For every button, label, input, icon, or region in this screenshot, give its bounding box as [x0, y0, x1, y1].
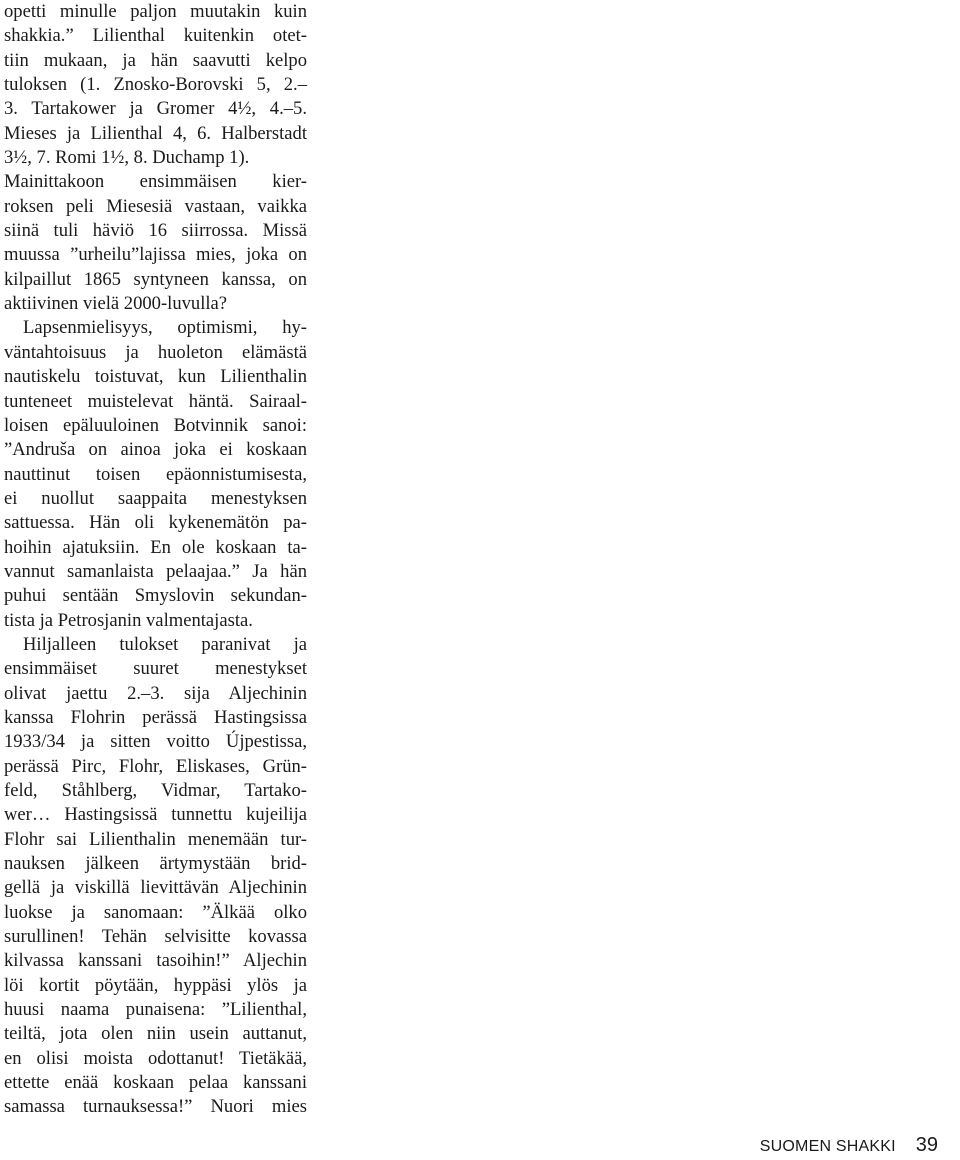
text-line: wer… Hastingsissä tunnettu kujeilija	[4, 804, 307, 826]
text-line: tuloksen (1. Znosko-Borovski 5, 2.–	[4, 74, 307, 96]
text-line: hoihin ajatuksiin. En ole koskaan ta-	[4, 536, 307, 558]
magazine-title: SUOMEN SHAKKI	[759, 1138, 896, 1155]
text-line: sattuessa. Hän oli kykenemätön pa-	[4, 512, 307, 534]
text-line: kilpaillut 1865 syntyneen kanssa, on	[4, 268, 307, 290]
text-line: siinä tuli häviö 16 siirrossa. Missä	[4, 220, 307, 242]
text-line: tiin mukaan, ja hän saavutti kelpo	[4, 49, 307, 71]
page-footer	[760, 1134, 938, 1157]
text-line: roksen peli Miesesiä vastaan, vaikka	[4, 195, 307, 217]
text-line: ensimmäiset suuret menestykset	[4, 658, 307, 680]
text-line: aktiivinen vielä 2000-luvulla?	[4, 293, 228, 315]
text-line: gellä ja viskillä lievittävän Aljechinin	[4, 877, 307, 899]
text-line: huusi naama punaisena: ”Lilienthal,	[4, 999, 307, 1021]
text-line: feld, Ståhlberg, Vidmar, Tartako-	[4, 780, 307, 801]
text-line: nauttinut toisen epäonnistumisesta,	[4, 463, 307, 485]
text-line: Flohr sai Lilienthalin menemään tur-	[4, 828, 307, 850]
text-line: Mieses ja Lilienthal 4, 6. Halberstadt	[4, 122, 307, 144]
text-line: ei nuollut saappaita menestyksen	[4, 487, 307, 509]
text-line: löi kortit pöytään, hyppäsi ylös ja	[4, 974, 307, 996]
text-line: Lapsenmielisyys, optimismi, hy-	[23, 317, 307, 339]
page-number: 39	[915, 1134, 938, 1156]
text-line: opetti minulle paljon muutakin kuin	[4, 1, 307, 22]
article-column	[4, 0, 307, 1120]
text-line: Hiljalleen tulokset paranivat ja	[23, 633, 307, 655]
text-line: 1933/34 ja sitten voitto Újpestissa,	[4, 731, 307, 753]
text-line: Mainittakoon ensimmäisen kier-	[4, 171, 307, 193]
text-line: vannut samanlaista pelaajaa.” Ja hän	[4, 560, 307, 582]
text-line: surullinen! Tehän selvisitte kovassa	[4, 926, 307, 948]
text-line: tunteneet muistelevat häntä. Sairaal-	[4, 390, 307, 412]
text-line: nautiskelu toistuvat, kun Lilienthalin	[4, 366, 307, 388]
text-line: tista ja Petrosjanin valmentajasta.	[4, 609, 253, 631]
text-line: luokse ja sanomaan: ”Älkää olko	[4, 901, 307, 923]
text-line: väntahtoisuus ja huoleton elämästä	[4, 341, 307, 363]
text-line: puhui sentään Smyslovin sekundan-	[4, 585, 307, 607]
text-line: loisen epäluuloinen Botvinnik sanoi:	[4, 414, 307, 436]
text-line: en olisi moista odottanut! Tietäkää,	[4, 1047, 307, 1069]
text-line: olivat jaettu 2.–3. sija Aljechinin	[4, 682, 307, 704]
text-line: ”Andruša on ainoa joka ei koskaan	[4, 439, 307, 461]
text-line: samassa turnauksessa!” Nuori mies	[4, 1096, 307, 1118]
text-line: teiltä, jota olen niin usein auttanut,	[4, 1023, 307, 1045]
text-line: 3. Tartakower ja Gromer 4½, 4.–5.	[4, 98, 307, 120]
text-line: kanssa Flohrin perässä Hastingsissa	[4, 706, 307, 728]
text-line: perässä Pirc, Flohr, Eliskases, Grün-	[4, 755, 307, 777]
text-line: ettette enää koskaan pelaa kanssani	[4, 1072, 307, 1094]
text-line: shakkia.” Lilienthal kuitenkin otet-	[4, 25, 307, 47]
text-line: kilvassa kanssani tasoihin!” Aljechin	[4, 950, 307, 972]
text-line: nauksen jälkeen ärtymystään brid-	[4, 853, 307, 875]
text-line: 3½, 7. Romi 1½, 8. Duchamp 1).	[4, 147, 250, 169]
text-line: muussa ”urheilu”lajissa mies, joka on	[4, 244, 307, 266]
